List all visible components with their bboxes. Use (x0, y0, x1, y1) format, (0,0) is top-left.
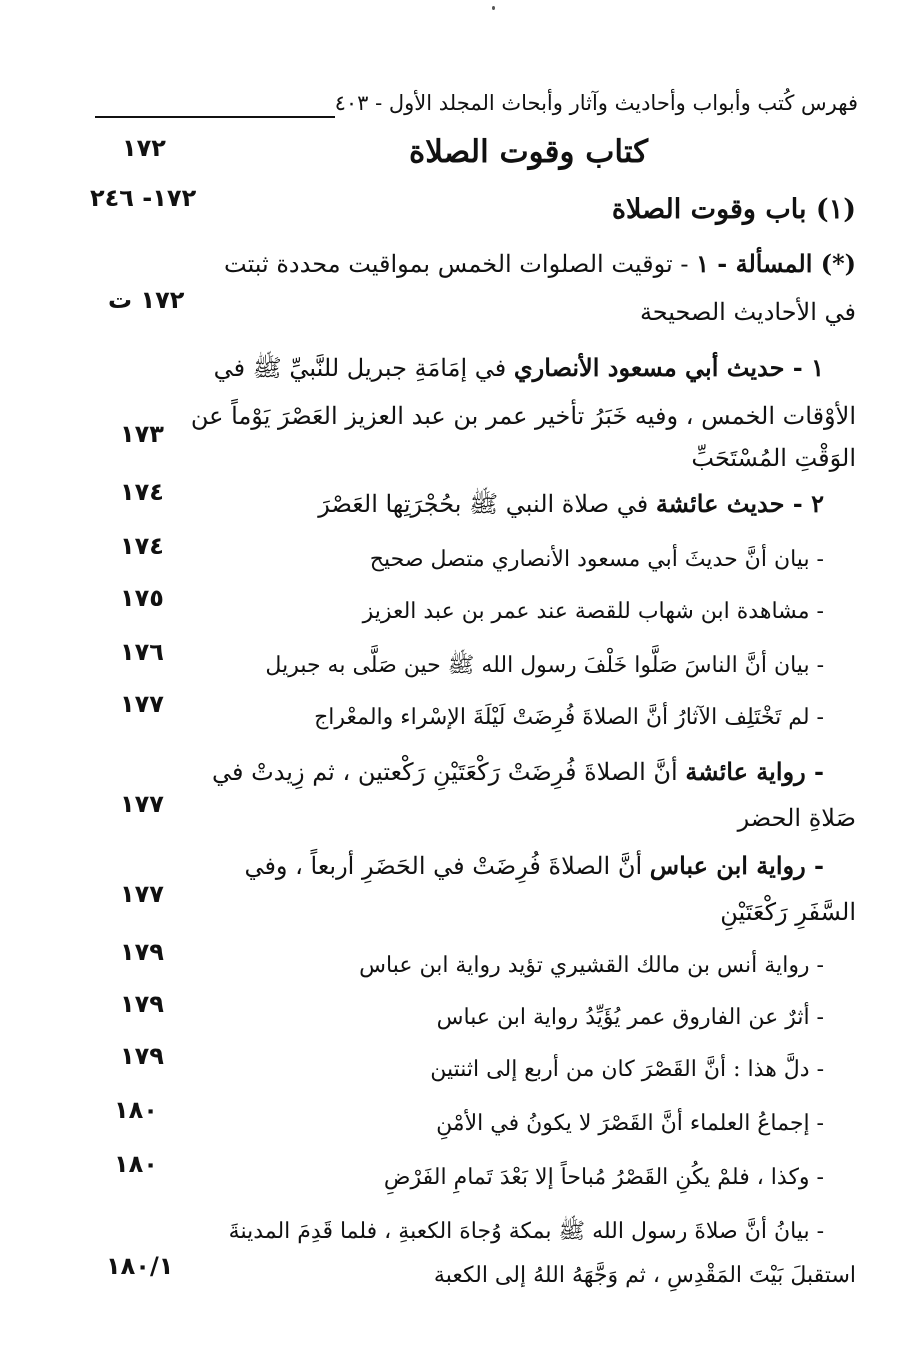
ibn-abbas-narration-line-2: السَّفَرِ رَكْعَتَيْنِ (720, 898, 856, 926)
hadith-2-page-ref: ١٧٤ (120, 478, 164, 506)
list-item-page-ref: ١٧٩ (120, 990, 164, 1018)
last-entry-line-2: استقبلَ بَيْتَ المَقْدِسِ ، ثم وَجَّهَهُ اللهُ إلى الكعبة (433, 1263, 856, 1288)
header-rule (95, 96, 335, 118)
book-page-ref: ١٧٢ (122, 134, 166, 162)
aisha-narration-page-ref: ١٧٧ (120, 790, 164, 818)
hadith-2-title: ٢ - حديث عائشة (655, 489, 824, 518)
list-item: - رواية أنس بن مالك القشيري تؤيد رواية ابن عباس (359, 953, 824, 978)
hadith-1-line-1 (214, 350, 824, 386)
aisha-narration-line-1 (212, 754, 824, 790)
masala-title: - توقيت الصلوات الخمس بمواقيت محددة ثبتت (224, 250, 697, 278)
running-header-text: فهرس كُتب وأبواب وأحاديث وآثار وأبحاث المجلد الأول - ٤٠٣ (334, 91, 858, 115)
list-item-page-ref: ١٧٦ (120, 638, 164, 666)
hadith-1-title: ١ - حديث أبي مسعود الأنصاري (513, 353, 824, 382)
aisha-narration-title: - رواية عائشة (685, 757, 824, 786)
list-item-page-ref: ١٨٠ (114, 1150, 158, 1178)
list-item-page-ref: ١٧٥ (120, 584, 164, 612)
ibn-abbas-narration-line-1 (244, 848, 824, 884)
last-entry-line-1: - بيانُ أنَّ صلاةَ رسول الله ﷺ بمكة وُجاهَ الكعبةِ ، فلما قَدِمَ المدينةَ (228, 1219, 824, 1244)
hadith-1-line-2: الأوْقات الخمس ، وفيه خَبَرُ تأخير عمر بن عبد العزيز العَصْرَ يَوْماً عن (190, 402, 856, 430)
list-item-page-ref: ١٧٤ (120, 532, 164, 560)
last-entry-page-ref: ١٨٠/١ (106, 1252, 174, 1280)
masala-page-ref: ١٧٢ ت (108, 286, 185, 314)
chapter-title: (١) باب وقوت الصلاة (611, 194, 856, 225)
list-item-page-ref: ١٧٩ (120, 1042, 164, 1070)
hadith-2-line (318, 486, 824, 522)
masala-line-1 (224, 246, 856, 282)
book-title: كتاب وقوت الصلاة (409, 134, 648, 170)
chapter-page-ref: ١٧٢- ٢٤٦ (90, 184, 197, 212)
list-item: - بيان أنَّ حديثَ أبي مسعود الأنصاري متصل صحيح (369, 547, 824, 572)
hadith-2-desc: في صلاة النبي ﷺ بحُجْرَتِها العَصْرَ (318, 490, 656, 518)
list-item-page-ref: ١٨٠ (114, 1096, 158, 1124)
list-item-page-ref: ١٧٩ (120, 938, 164, 966)
hadith-1-line-3: الوَقْتِ المُسْتَحَبِّ (691, 444, 856, 472)
page-mark (492, 6, 495, 10)
running-header (58, 78, 858, 118)
masala-label: (*) المسألة - ١ (696, 249, 856, 278)
list-item: - بيان أنَّ الناسَ صَلَّوا خَلْفَ رسول الله ﷺ حين صَلَّى به جبريل (265, 653, 824, 678)
list-item-page-ref: ١٧٧ (120, 690, 164, 718)
list-item: - وكذا ، فلمْ يكُنِ القَصْرُ مُباحاً إلا بَعْدَ تَمامِ الفَرْضِ (383, 1165, 824, 1190)
list-item: - مشاهدة ابن شهاب للقصة عند عمر بن عبد العزيز (362, 599, 824, 624)
aisha-narration-desc: أنَّ الصلاةَ فُرِضَتْ رَكْعَتَيْنِ رَكْعتين ، ثم زِيدتْ في (212, 758, 686, 786)
ibn-abbas-narration-page-ref: ١٧٧ (120, 880, 164, 908)
list-item: - أثرٌ عن الفاروق عمر يُؤَيِّدُ رواية ابن عباس (436, 1005, 824, 1030)
hadith-1-page-ref: ١٧٣ (120, 420, 164, 448)
hadith-1-desc: في إمَامَةِ جبريل للنَّبيِّ ﷺ في (213, 354, 514, 382)
masala-line-2: في الأحاديث الصحيحة (639, 298, 856, 326)
ibn-abbas-narration-desc: أنَّ الصلاةَ فُرِضَتْ في الحَضَرِ أربعاً ، وفي (244, 852, 650, 880)
list-item: - دلَّ هذا : أنَّ القَصْرَ كان من أربع إلى اثنتين (430, 1057, 824, 1082)
list-item: - إجماعُ العلماء أنَّ القَصْرَ لا يكونُ في الأمْنِ (436, 1111, 824, 1136)
list-item: - لم تَخْتَلِف الآثارُ أنَّ الصلاةَ فُرِضَتْ لَيْلَةَ الإسْراء والمعْراج (314, 705, 824, 730)
aisha-narration-line-2: صَلاةِ الحضر (737, 804, 856, 832)
ibn-abbas-narration-title: - رواية ابن عباس (649, 851, 824, 880)
